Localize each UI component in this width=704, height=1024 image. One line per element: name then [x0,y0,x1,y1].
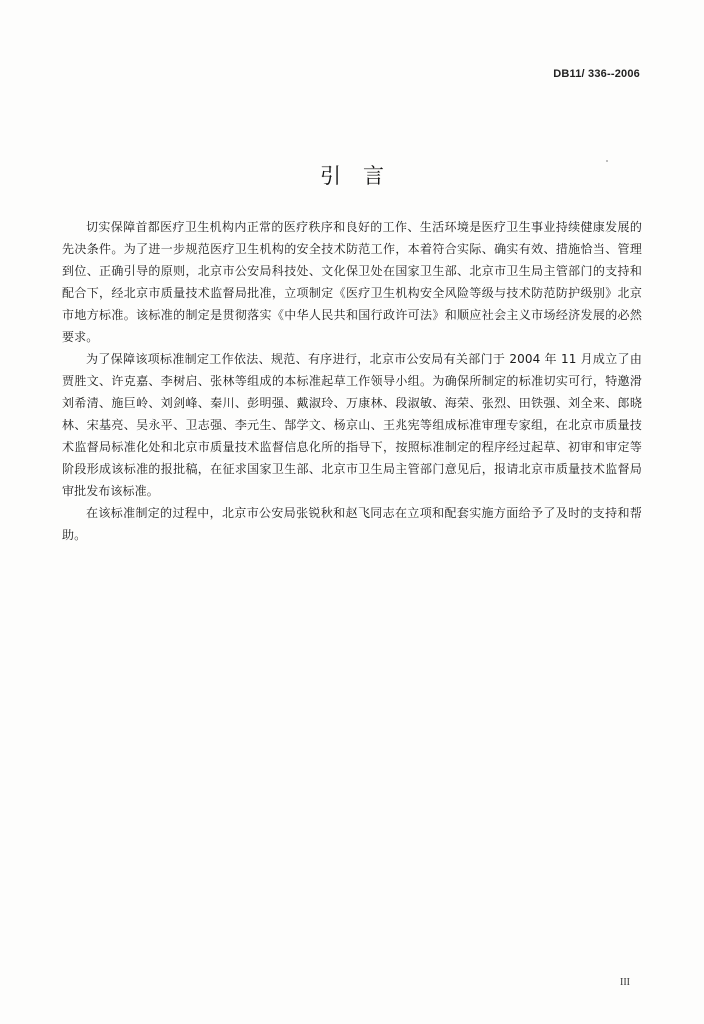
paragraph-drafting-group: 为了保障该项标准制定工作依法、规范、有序进行，北京市公安局有关部门于 2004 年 11 月成立了由贾胜文、许克嘉、李树启、张林等组成的本标准起草工作领导小组。为确保所制定的标准切实可行，特邀滑刘希清、施巨岭、刘剑峰、秦川、彭明强、戴淑玲、万康林、段淑敏、海荣、张烈、田铁强、刘全来、郎晓林、宋基亮、吴永平、卫志强、李元生、郜学文、杨京山、王兆宪等组成标准审理专家组，在北京市质量技术监督局标准化处和北京市质量技术监督信息化所的指导下，按照标准制定的程序经过起草、初审和审定等阶段形成该标准的报批稿，在征求国家卫生部、北京市卫生局主管部门意见后，报请北京市质量技术监督局审批发布该标准。 [62,352,642,498]
standard-code: DB11/ 336--2006 [553,68,640,80]
page-title: 引言 [320,164,406,188]
scan-speck [606,160,608,162]
introduction-body [62,216,642,546]
page-number: III [620,977,630,988]
paragraph-purpose: 切实保障首都医疗卫生机构内正常的医疗秩序和良好的工作、生活环境是医疗卫生事业持续健康发展的先决条件。为了进一步规范医疗卫生机构的安全技术防范工作，本着符合实际、确实有效、措施恰当、管理到位、正确引导的原则，北京市公安局科技处、文化保卫处在国家卫生部、北京市卫生局主管部门的支持和配合下，经北京市质量技术监督局批准，立项制定《医疗卫生机构安全风险等级与技术防范防护级别》北京市地方标准。该标准的制定是贯彻落实《中华人民共和国行政许可法》和顺应社会主义市场经济发展的必然要求。 [62,220,642,344]
paragraph-acknowledgement: 在该标准制定的过程中，北京市公安局张锐秋和赵飞同志在立项和配套实施方面给予了及时的支持和帮助。 [62,506,642,542]
